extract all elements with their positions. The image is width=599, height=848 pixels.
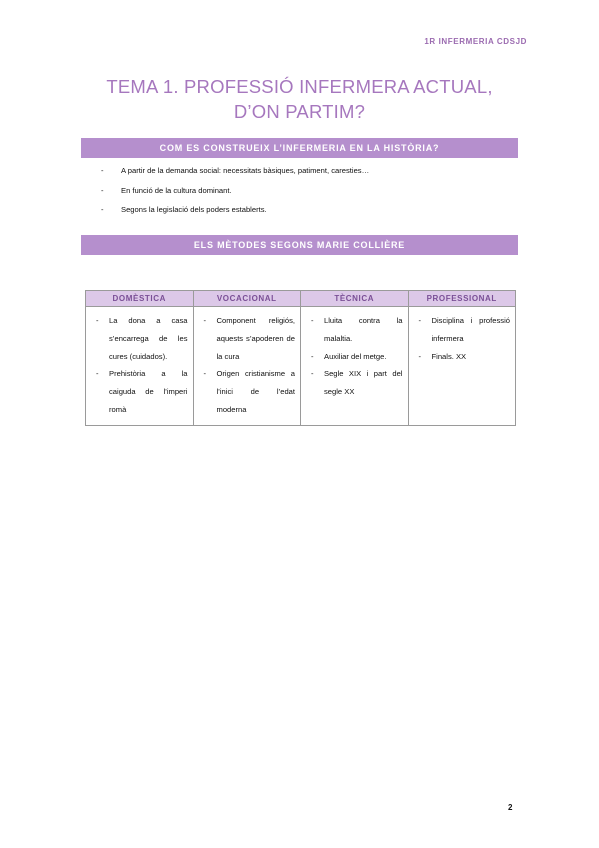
cell-list bbox=[305, 312, 403, 401]
page-number: 2 bbox=[508, 803, 513, 812]
cell-list bbox=[413, 312, 511, 365]
table-header-row bbox=[86, 291, 516, 307]
list-item-text: A partir de la demanda social: necessitats bàsiques, patiment, caresties… bbox=[121, 166, 370, 175]
list-item bbox=[101, 166, 521, 175]
list-item-text: Component religiós, aquests s’apoderen de la cura bbox=[216, 316, 295, 361]
list-item-text: Disciplina i professió infermera bbox=[431, 316, 510, 343]
column-header-professional: PROFESSIONAL bbox=[408, 291, 516, 307]
bullet-dash: - bbox=[101, 185, 104, 195]
list-item-text: Prehistòria a la caiguda de l’imperi romà bbox=[109, 369, 188, 414]
list-item bbox=[198, 312, 296, 365]
list-item bbox=[305, 348, 403, 366]
bullet-dash: - bbox=[203, 369, 207, 379]
bullet-dash: - bbox=[101, 166, 104, 175]
column-header-vocacional: VOCACIONAL bbox=[193, 291, 301, 307]
section-heading-methods: ELS MÈTODES SEGONS MARIE COLLIÈRE bbox=[81, 235, 518, 255]
list-item-text: La dona a casa s’encarrega de les cures (cuidados). bbox=[109, 316, 188, 361]
cell-domestica bbox=[86, 307, 194, 426]
bullet-dash: - bbox=[203, 316, 207, 325]
column-header-tecnica: TÈCNICA bbox=[301, 291, 409, 307]
list-item-text: Segons la legislació dels poders establerts. bbox=[121, 205, 267, 214]
list-item bbox=[305, 312, 403, 348]
bullet-dash: - bbox=[311, 369, 314, 379]
page-title: TEMA 1. PROFESSIÓ INFERMERA ACTUAL, D’ON PARTIM? bbox=[106, 76, 493, 122]
bullet-dash: - bbox=[101, 205, 104, 214]
cell-professional bbox=[408, 307, 516, 426]
cell-tecnica bbox=[301, 307, 409, 426]
bullet-dash: - bbox=[96, 316, 99, 325]
bullet-dash: - bbox=[311, 316, 314, 325]
list-item-text: Auxiliar del metge. bbox=[324, 351, 387, 361]
bullet-dash: - bbox=[418, 351, 422, 361]
list-item-text: Origen cristianisme a l’inici de l’edat moderna bbox=[216, 369, 295, 414]
course-header: 1R INFERMERIA CDSJD bbox=[424, 37, 527, 46]
cell-vocacional bbox=[193, 307, 301, 426]
bullet-dash: - bbox=[96, 369, 99, 379]
history-bullet-list bbox=[101, 166, 521, 225]
list-item bbox=[90, 312, 188, 365]
list-item bbox=[413, 312, 511, 348]
bullet-dash: - bbox=[418, 316, 422, 325]
list-item bbox=[90, 365, 188, 418]
list-item bbox=[305, 365, 403, 401]
column-header-domestica: DOMÈSTICA bbox=[86, 291, 194, 307]
methods-table bbox=[85, 290, 516, 426]
section-heading-history: COM ES CONSTRUEIX L’INFERMERIA EN LA HISTÒRIA? bbox=[81, 138, 518, 158]
cell-list bbox=[198, 312, 296, 419]
list-item-text: Lluita contra la malaltia. bbox=[324, 316, 403, 343]
list-item bbox=[413, 348, 511, 366]
list-item-text: En funció de la cultura dominant. bbox=[121, 185, 232, 195]
list-item bbox=[198, 365, 296, 418]
table-row bbox=[86, 307, 516, 426]
list-item bbox=[101, 186, 521, 195]
bullet-dash: - bbox=[311, 351, 314, 361]
list-item-text: Finals. XX bbox=[431, 351, 467, 361]
cell-list bbox=[90, 312, 188, 419]
list-item bbox=[101, 205, 521, 214]
list-item-text: Segle XIX i part del segle XX bbox=[324, 369, 403, 397]
